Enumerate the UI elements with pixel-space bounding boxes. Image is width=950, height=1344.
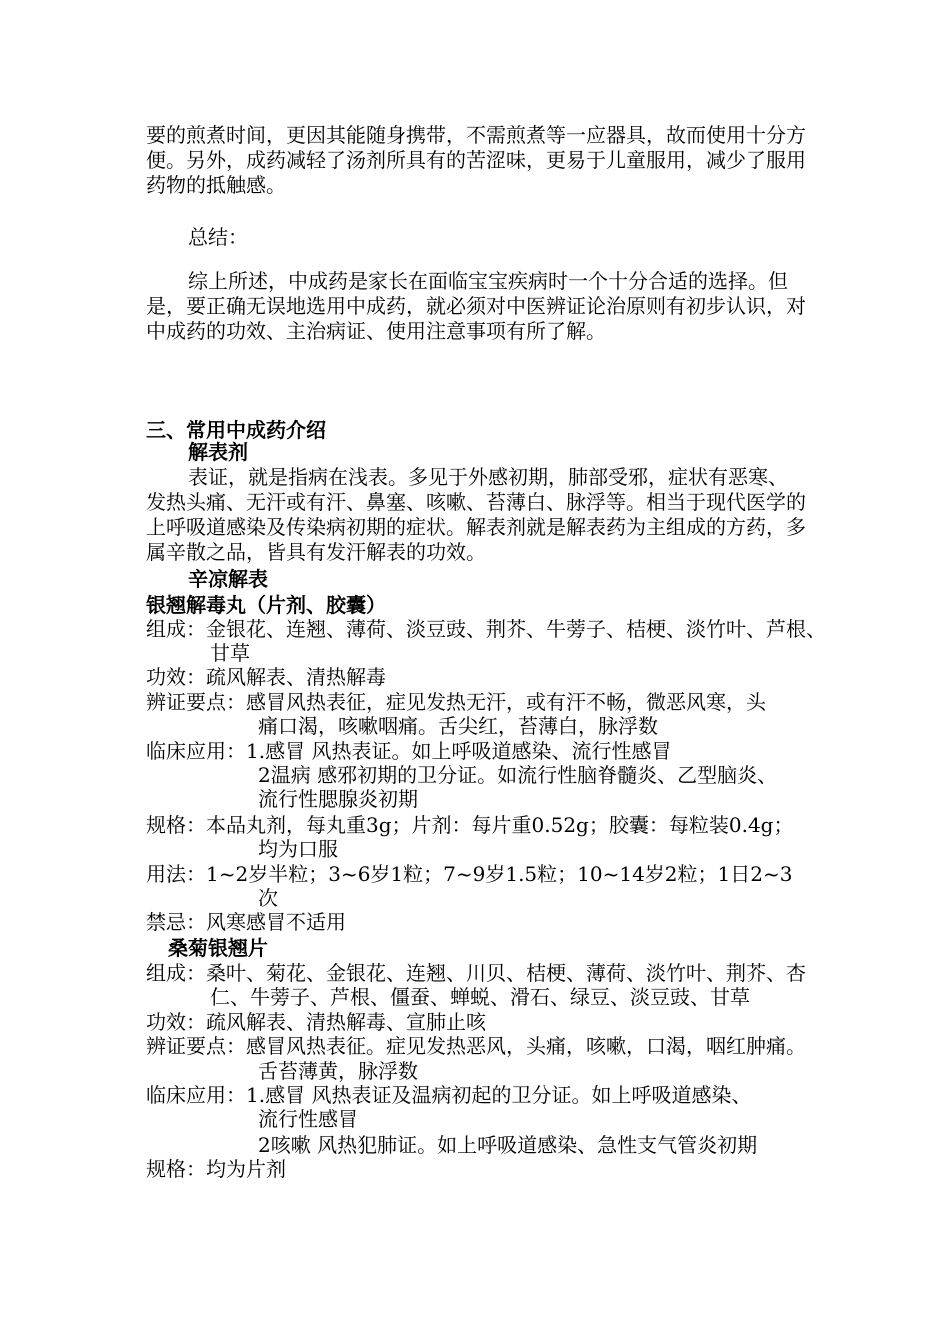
drug2-diagnosis-cont: 舌苔薄黄，脉浮数 <box>258 1059 418 1083</box>
drug2-efficacy: 功效：疏风解表、清热解毒、宣肺止咳 <box>146 1010 486 1034</box>
drug1-composition-cont: 甘草 <box>210 641 250 665</box>
drug1-contraindication: 禁忌：风寒感冒不适用 <box>146 910 346 934</box>
drug1-clinical-2: 2温病 感邪初期的卫分证。如流行性脑脊髓炎、乙型脑炎、 <box>258 763 778 787</box>
drug1-spec: 规格：本品丸剂，每丸重3g；片剂：每片重0.52g；胶囊：每粒装0.4g； <box>146 813 794 837</box>
drug1-composition: 组成：金银花、连翘、薄荷、淡豆豉、荆芥、牛蒡子、桔梗、淡竹叶、芦根、 <box>146 617 826 641</box>
drug1-diagnosis: 辨证要点：感冒风热表征，症见发热无汗，或有汗不畅，微恶风寒，头 <box>146 690 766 714</box>
summary-paragraph: 综上所述，中成药是家长在面临宝宝疾病时一个十分合适的选择。但是，要正确无误地选用中成药，就必须对中医辨证论治原则有初步认识，对中成药的功效、主治病证、使用注意事项有所了解。 <box>146 269 806 343</box>
summary-heading: 总结： <box>188 225 248 249</box>
intro-paragraph: 要的煎煮时间，更因其能随身携带，不需煎煮等一应器具，故而使用十分方便。另外，成药减轻了汤剂所具有的苦涩味，更易于儿童服用，减少了服用药物的抵触感。 <box>146 123 806 197</box>
drug1-clinical-3: 流行性腮腺炎初期 <box>258 787 418 811</box>
category-heading: 辛凉解表 <box>188 567 268 591</box>
drug1-diagnosis-cont: 痛口渴，咳嗽咽痛。舌尖红，苔薄白，脉浮数 <box>258 714 658 738</box>
drug2-clinical-2: 流行性感冒 <box>258 1107 358 1131</box>
drug2-diagnosis: 辨证要点：感冒风热表征。症见发热恶风，头痛，咳嗽，口渴，咽红肿痛。 <box>146 1034 806 1058</box>
drug1-usage-cont: 次 <box>258 886 278 910</box>
drug1-usage: 用法：1~2岁半粒；3~6岁1粒；7~9岁1.5粒；10~14岁2粒；1日2~3 <box>146 862 793 886</box>
drug1-spec-cont: 均为口服 <box>258 837 338 861</box>
section-paragraph: 表证，就是指病在浅表。多见于外感初期，肺部受邪，症状有恶寒、发热头痛、无汗或有汗、鼻塞、咳嗽、苔薄白、脉浮等。相当于现代医学的上呼吸道感染及传染病初期的症状。解表剂就是解表药为主组成的方药，多属辛散之品，皆具有发汗解表的功效。 <box>146 465 806 564</box>
drug2-spec: 规格：均为片剂 <box>146 1157 286 1181</box>
section-title: 三、常用中成药介绍 <box>146 418 326 442</box>
drug2-clinical-3: 2咳嗽 风热犯肺证。如上呼吸道感染、急性支气管炎初期 <box>258 1133 758 1157</box>
drug2-name: 桑菊银翘片 <box>168 936 268 960</box>
drug2-clinical: 临床应用：1.感冒 风热表证及温病初起的卫分证。如上呼吸道感染、 <box>146 1083 752 1107</box>
drug2-composition: 组成：桑叶、菊花、金银花、连翘、川贝、桔梗、薄荷、淡竹叶、荆芥、杏 <box>146 961 806 985</box>
drug2-composition-cont: 仁、牛蒡子、芦根、僵蚕、蝉蜕、滑石、绿豆、淡豆豉、甘草 <box>210 985 750 1009</box>
drug1-clinical: 临床应用：1.感冒 风热表证。如上呼吸道感染、流行性感冒 <box>146 739 672 763</box>
section-subtitle: 解表剂 <box>188 440 248 464</box>
drug1-name: 银翘解毒丸（片剂、胶囊） <box>146 593 386 617</box>
drug1-efficacy: 功效：疏风解表、清热解毒 <box>146 665 386 689</box>
